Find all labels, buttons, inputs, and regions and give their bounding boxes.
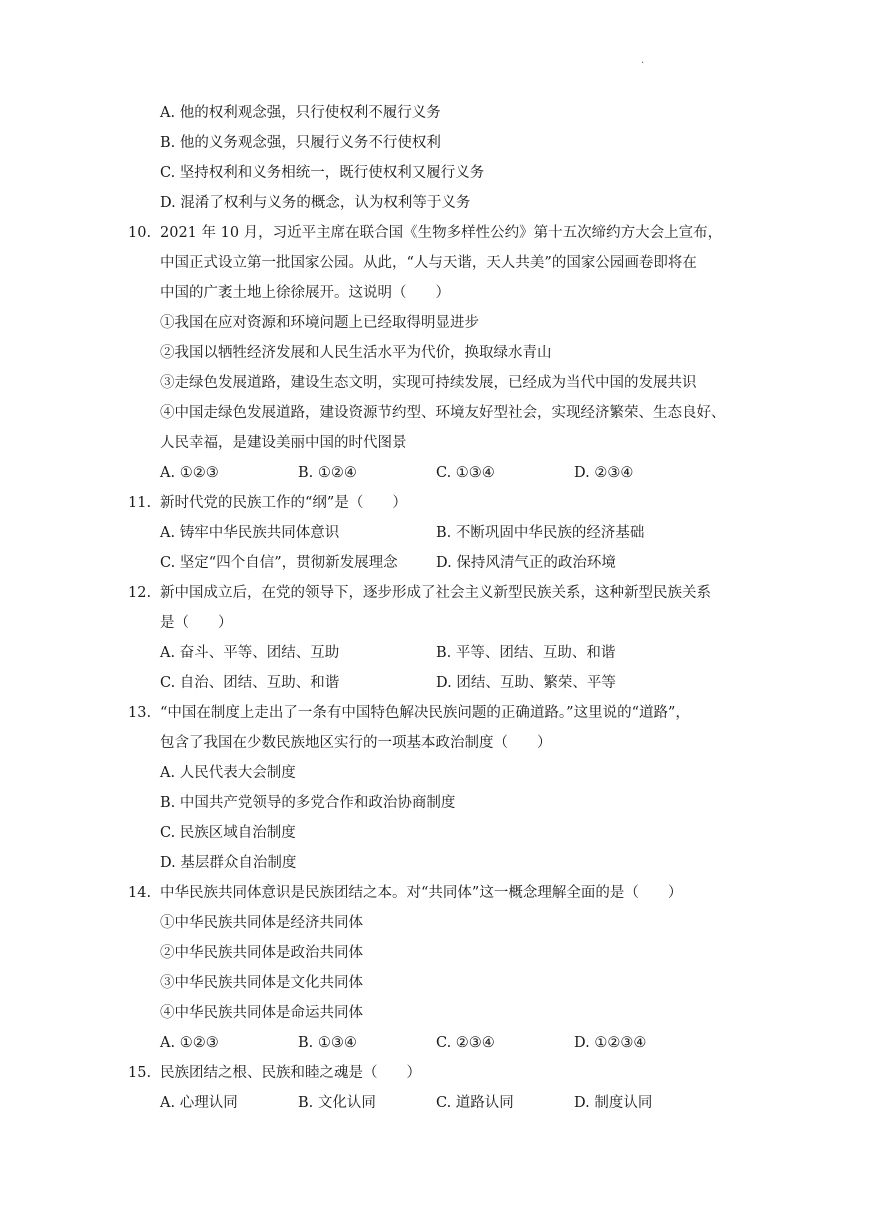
question-15-option-a: A. 心理认同: [160, 1095, 238, 1111]
question-10-line-1: 2021 年 10 月，习近平主席在联合国《生物多样性公约》第十五次缔约方大会上宣布，: [160, 225, 723, 241]
question-14-number: 14.: [128, 885, 152, 901]
question-10-statement-3: ③走绿色发展道路，建设生态文明，实现可持续发展，已经成为当代中国的发展共识: [160, 375, 697, 391]
question-12-line-2: 是（ ）: [160, 615, 233, 631]
question-14-statement-2: ②中华民族共同体是政治共同体: [160, 945, 363, 961]
question-13-number: 13.: [128, 705, 152, 721]
question-15-option-d: D. 制度认同: [574, 1095, 653, 1111]
question-14-statement-1: ①中华民族共同体是经济共同体: [160, 915, 363, 931]
question-13-line-1: “中国在制度上走出了一条有中国特色解决民族问题的正确道路。”这里说的“道路”，: [160, 705, 690, 721]
question-11-text: 新时代党的民族工作的“纲”是（ ）: [160, 495, 407, 511]
question-10-option-c: C. ①③④: [436, 465, 495, 481]
question-13-option-d: D. 基层群众自治制度: [160, 855, 297, 871]
question-11-option-c: C. 坚定“四个自信”，贯彻新发展理念: [160, 555, 398, 571]
question-13-line-2: 包含了我国在少数民族地区实行的一项基本政治制度（ ）: [160, 735, 552, 751]
prev-option-d: D. 混淆了权利与义务的概念，认为权利等于义务: [160, 195, 471, 211]
question-11-option-b: B. 不断巩固中华民族的经济基础: [436, 525, 645, 541]
question-14-statement-3: ③中华民族共同体是文化共同体: [160, 975, 363, 991]
question-11-option-a: A. 铸牢中华民族共同体意识: [160, 525, 340, 541]
question-14-option-d: D. ①②③④: [574, 1035, 647, 1051]
prev-option-a: A. 他的权利观念强，只行使权利不履行义务: [160, 105, 441, 121]
question-10-statement-2: ②我国以牺牲经济发展和人民生活水平为代价，换取绿水青山: [160, 345, 552, 361]
question-15-option-c: C. 道路认同: [436, 1095, 514, 1111]
question-13-option-b: B. 中国共产党领导的多党合作和政治协商制度: [160, 795, 456, 811]
prev-option-b: B. 他的义务观念强，只履行义务不行使权利: [160, 135, 441, 151]
question-10-option-a: A. ①②③: [160, 465, 219, 481]
question-14-option-c: C. ②③④: [436, 1035, 495, 1051]
question-10-line-2: 中国正式设立第一批国家公园。从此，“人与天谐，天人共美”的国家公园画卷即将在: [160, 255, 697, 271]
question-12-option-b: B. 平等、团结、互助、和谐: [436, 645, 616, 661]
question-13-option-c: C. 民族区域自治制度: [160, 825, 296, 841]
question-12-option-a: A. 奋斗、平等、团结、互助: [160, 645, 340, 661]
question-10-line-3: 中国的广袤土地上徐徐展开。这说明（ ）: [160, 285, 450, 301]
question-14-option-b: B. ①③④: [298, 1035, 357, 1051]
question-12-number: 12.: [128, 585, 152, 601]
question-13-option-a: A. 人民代表大会制度: [160, 765, 296, 781]
question-15-text: 民族团结之根、民族和睦之魂是（ ）: [160, 1065, 421, 1081]
prev-option-c: C. 坚持权利和义务相统一，既行使权利又履行义务: [160, 165, 485, 181]
question-12-option-c: C. 自治、团结、互助、和谐: [160, 675, 340, 691]
header-dot: .: [641, 55, 645, 66]
question-10-option-b: B. ①②④: [298, 465, 357, 481]
question-12-line-1: 新中国成立后，在党的领导下，逐步形成了社会主义新型民族关系，这种新型民族关系: [160, 585, 711, 601]
question-11-number: 11.: [128, 495, 152, 511]
question-10-statement-1: ①我国在应对资源和环境问题上已经取得明显进步: [160, 315, 479, 331]
question-10-number: 10.: [128, 225, 152, 241]
question-10-statement-4: ④中国走绿色发展道路，建设资源节约型、环境友好型社会，实现经济繁荣、生态良好、: [160, 405, 726, 421]
question-11-option-d: D. 保持风清气正的政治环境: [436, 555, 616, 571]
question-15-number: 15.: [128, 1065, 152, 1081]
question-14-text: 中华民族共同体意识是民族团结之本。对“共同体”这一概念理解全面的是（ ）: [160, 885, 683, 901]
question-14-statement-4: ④中华民族共同体是命运共同体: [160, 1005, 363, 1021]
question-15-option-b: B. 文化认同: [298, 1095, 376, 1111]
question-12-option-d: D. 团结、互助、繁荣、平等: [436, 675, 616, 691]
question-10-statement-4-cont: 人民幸福，是建设美丽中国的时代图景: [160, 435, 407, 451]
question-14-option-a: A. ①②③: [160, 1035, 219, 1051]
question-10-option-d: D. ②③④: [574, 465, 634, 481]
